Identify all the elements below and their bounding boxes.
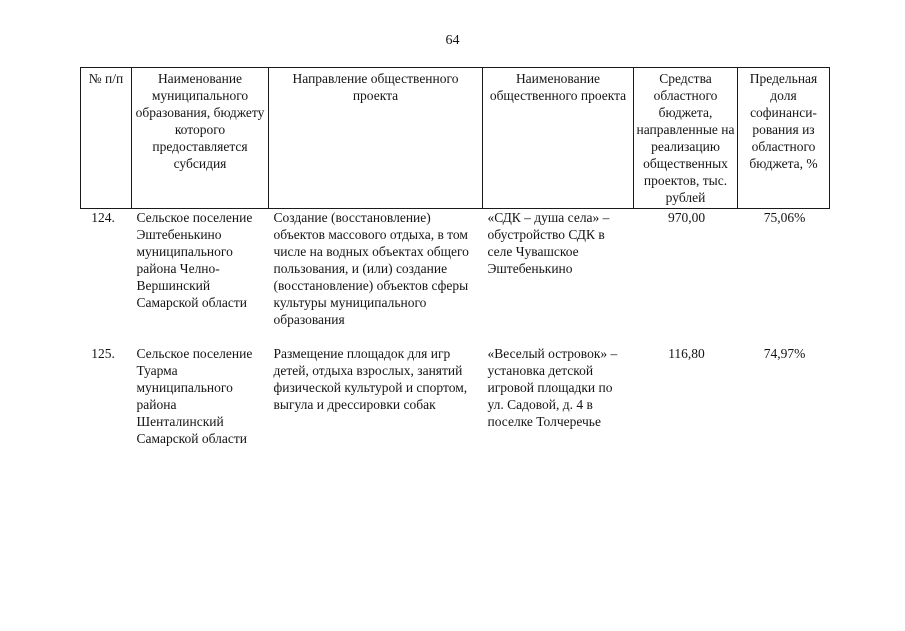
project-cell: «Веселый островок» – установка детской игровой площадки по ул. Садовой, д. 4 в поселке Толчеречье xyxy=(487,346,618,429)
header-cofinancing-share: Предельная доля софинанси-рования из областного бюджета, % xyxy=(738,68,830,209)
municipality-cell: Сельское поселение Эштебенькино муниципального района Челно-Вершинский Самарской области xyxy=(136,210,253,310)
table-row xyxy=(81,333,830,447)
header-direction: Направление общественного проекта xyxy=(269,68,483,209)
table-header xyxy=(81,68,830,209)
direction-cell: Размещение площадок для игр детей, отдыха взрослых, занятий физической культурой и спортом, выгула и дрессировки собак xyxy=(273,346,468,412)
share-cell: 75,06% xyxy=(763,210,806,225)
direction-cell: Создание (восстановление) объектов массового отдыха, в том числе на водных объектах общего пользования, и (или) создание (восстановление) объектов сферы культуры муниципального образования xyxy=(273,210,469,327)
subsidy-table xyxy=(80,67,830,447)
row-number: 124. xyxy=(91,210,115,225)
municipality-cell: Сельское поселение Туарма муниципального района Шенталинский Самарской области xyxy=(136,346,253,446)
header-funds: Средства областного бюджета, направленные на реализацию общественных проектов, тыс. рублей xyxy=(634,68,738,209)
row-number: 125. xyxy=(91,346,115,361)
header-number: № п/п xyxy=(81,68,132,209)
project-cell: «СДК – душа села» – обустройство СДК в селе Чувашское Эштебенькино xyxy=(487,210,610,276)
share-cell: 74,97% xyxy=(763,346,806,361)
funds-cell: 970,00 xyxy=(667,210,706,225)
table-row xyxy=(81,209,830,334)
header-project-name: Наименование общественного проекта xyxy=(483,68,634,209)
header-municipality: Наименование муниципального образования, бюджету которого предоставляется субсидия xyxy=(132,68,269,209)
funds-cell: 116,80 xyxy=(668,346,705,361)
page-number: 64 xyxy=(445,33,460,48)
